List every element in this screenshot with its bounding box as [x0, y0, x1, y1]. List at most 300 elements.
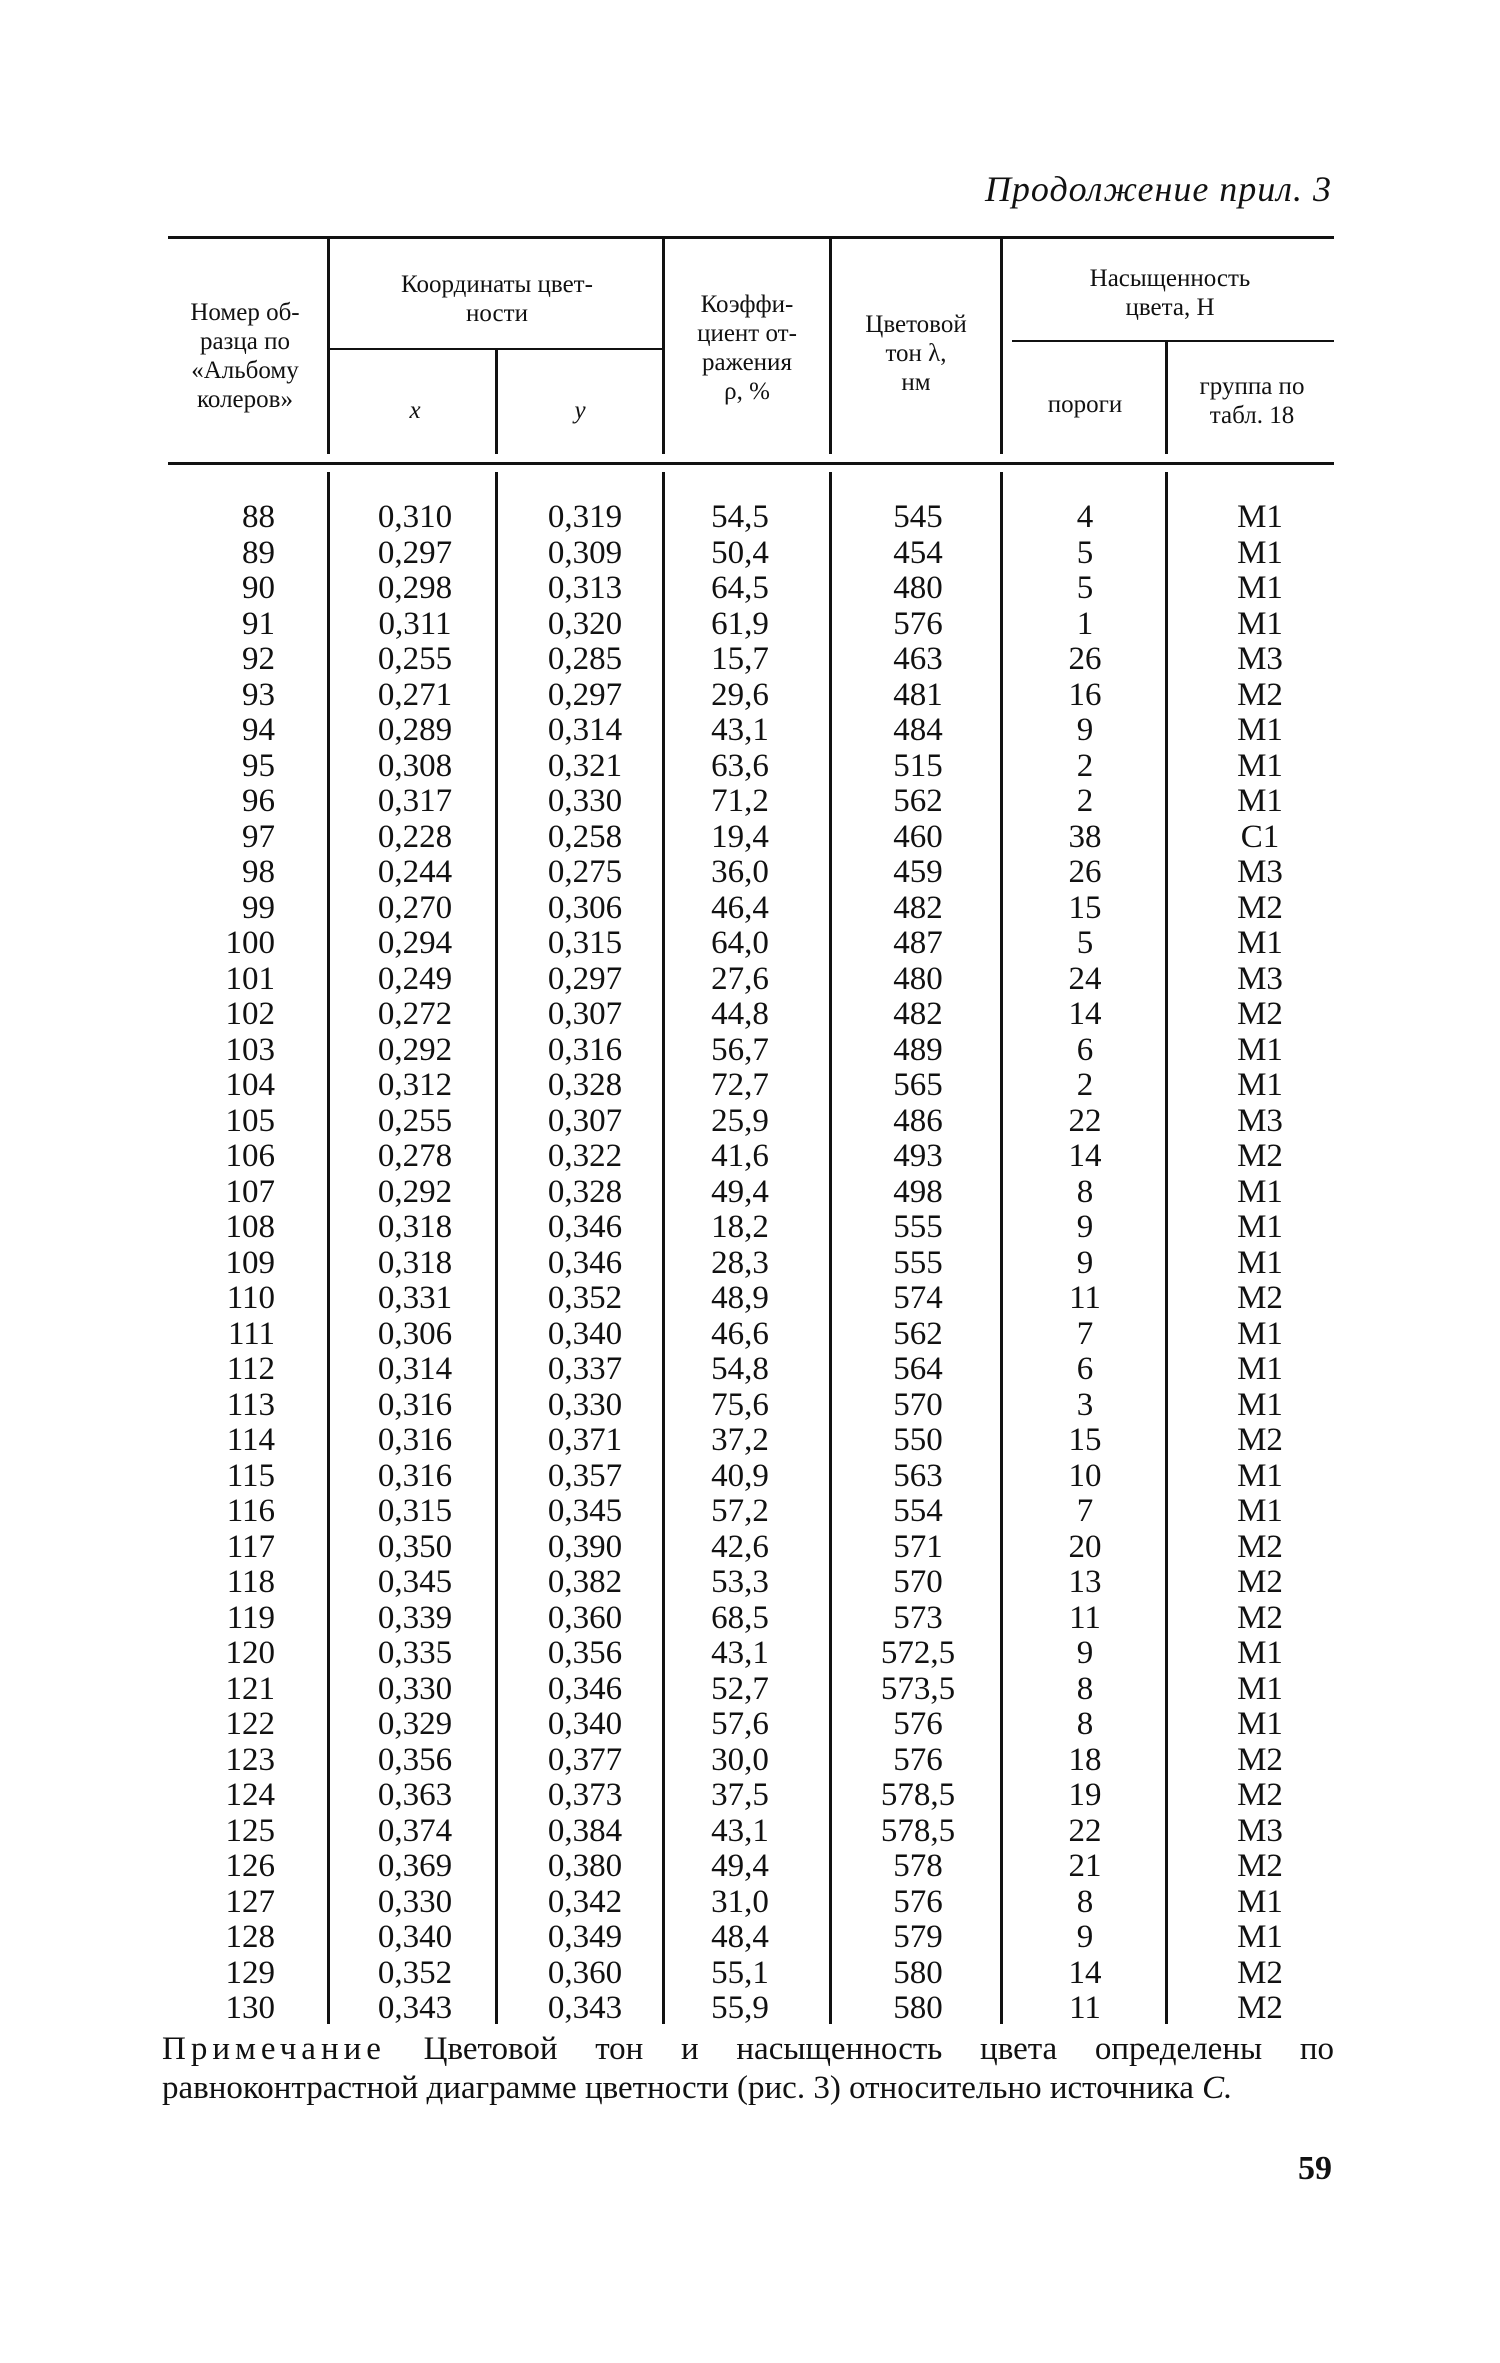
- table-cell-reflectance: 50,4: [711, 534, 769, 571]
- table-cell-thresholds: 10: [1068, 1457, 1102, 1494]
- table-cell-number: 90: [242, 570, 275, 606]
- table-cell-x: 0,340: [377, 1919, 453, 1955]
- table-cell-x: 0,244: [377, 854, 453, 890]
- table-cell-group: M1: [1237, 1386, 1283, 1423]
- table-cell-group: M1: [1237, 534, 1283, 571]
- table-cell-thresholds: 26: [1068, 854, 1102, 890]
- table-cell-hue: 486: [893, 1102, 943, 1139]
- table-cell-y: 0,314: [547, 712, 623, 748]
- table-cell-hue: 573,5: [880, 1670, 956, 1707]
- table-cell-group: M1: [1237, 1173, 1283, 1210]
- table-cell-hue: 484: [893, 712, 943, 748]
- table-cell-group: M1: [1237, 1635, 1283, 1671]
- column-divider: [495, 472, 498, 2024]
- table-cell-thresholds: 20: [1068, 1528, 1102, 1565]
- table-cell-hue: 489: [893, 1031, 943, 1068]
- table-cell-hue: 454: [893, 534, 943, 571]
- table-cell-reflectance: 63,6: [711, 747, 769, 784]
- table-cell-x: 0,330: [377, 1883, 453, 1920]
- table-cell-y: 0,380: [547, 1848, 623, 1884]
- table-cell-hue: 487: [893, 925, 943, 961]
- column-y: [525, 500, 645, 2027]
- table-cell-number: 113: [226, 1386, 275, 1423]
- table-cell-hue: 564: [893, 1351, 943, 1387]
- table-cell-group: M3: [1237, 641, 1283, 677]
- table-cell-thresholds: 38: [1068, 818, 1102, 855]
- table-cell-y: 0,346: [547, 1670, 623, 1707]
- table-cell-y: 0,382: [547, 1564, 623, 1600]
- table-cell-group: M1: [1237, 1706, 1283, 1742]
- table-cell-x: 0,318: [377, 1244, 453, 1281]
- table-cell-hue: 562: [893, 1315, 943, 1352]
- table-cell-x: 0,335: [377, 1635, 453, 1671]
- table-cell-y: 0,357: [547, 1457, 623, 1494]
- table-cell-group: M3: [1237, 1102, 1283, 1139]
- table-cell-x: 0,297: [377, 534, 453, 571]
- table-cell-group: M2: [1237, 1564, 1283, 1600]
- table-cell-thresholds: 7: [1076, 1315, 1094, 1352]
- table-cell-x: 0,271: [377, 676, 453, 713]
- table-cell-hue: 580: [893, 1954, 943, 1991]
- table-cell-y: 0,322: [547, 1138, 623, 1174]
- table-cell-reflectance: 27,6: [711, 960, 769, 997]
- table-cell-reflectance: 44,8: [711, 996, 769, 1032]
- table-cell-thresholds: 11: [1069, 1280, 1101, 1316]
- column-divider: [327, 472, 330, 2024]
- table-cell-reflectance: 30,0: [711, 1741, 769, 1778]
- column-x: [355, 500, 475, 2027]
- table-cell-number: 89: [242, 534, 275, 571]
- table-cell-reflectance: 43,1: [711, 1812, 769, 1849]
- table-cell-y: 0,297: [547, 960, 623, 997]
- table-cell-x: 0,316: [377, 1457, 453, 1494]
- table-cell-group: M1: [1237, 1351, 1283, 1387]
- table-cell-y: 0,384: [547, 1812, 623, 1849]
- table-cell-x: 0,345: [377, 1564, 453, 1600]
- table-cell-thresholds: 22: [1068, 1812, 1102, 1849]
- table-cell-y: 0,360: [547, 1954, 623, 1991]
- table-cell-group: M3: [1237, 960, 1283, 997]
- table-cell-hue: 576: [893, 1706, 943, 1742]
- table-cell-hue: 554: [893, 1493, 943, 1529]
- column-reflectance: [680, 500, 800, 2027]
- table-cell-number: 124: [225, 1777, 275, 1813]
- table-cell-group: M1: [1237, 1883, 1283, 1920]
- table-cell-x: 0,331: [377, 1280, 453, 1316]
- table-cell-reflectance: 55,1: [711, 1954, 769, 1991]
- table-cell-hue: 515: [893, 747, 943, 784]
- table-cell-reflectance: 61,9: [711, 605, 769, 642]
- table-cell-x: 0,343: [377, 1990, 453, 2026]
- table-cell-reflectance: 25,9: [711, 1102, 769, 1139]
- table-cell-group: M2: [1237, 1954, 1283, 1991]
- table-cell-number: 96: [242, 783, 275, 819]
- table-cell-number: 114: [226, 1422, 275, 1458]
- table-cell-thresholds: 2: [1076, 783, 1094, 819]
- table-cell-number: 121: [225, 1670, 275, 1707]
- table-cell-y: 0,340: [547, 1315, 623, 1352]
- table-cell-reflectance: 28,3: [711, 1244, 769, 1281]
- table-cell-group: M1: [1237, 499, 1283, 535]
- table-cell-reflectance: 71,2: [711, 783, 769, 819]
- table-cell-x: 0,369: [377, 1848, 453, 1884]
- table-cell-number: 122: [225, 1706, 275, 1742]
- table-cell-group: M1: [1237, 1919, 1283, 1955]
- note-lead: Примечание: [162, 2031, 386, 2067]
- table-cell-group: M1: [1237, 1493, 1283, 1529]
- table-cell-number: 95: [242, 747, 275, 784]
- table-cell-y: 0,306: [547, 889, 623, 926]
- table-cell-reflectance: 19,4: [711, 818, 769, 855]
- table-cell-thresholds: 8: [1076, 1670, 1094, 1707]
- table-cell-number: 117: [226, 1528, 275, 1565]
- saturation-symbol-line: цвета, H: [1125, 294, 1215, 321]
- table-cell-group: M2: [1237, 1528, 1283, 1565]
- table-cell-hue: 480: [893, 570, 943, 606]
- table-cell-thresholds: 5: [1076, 570, 1094, 606]
- table-cell-reflectance: 48,9: [711, 1280, 769, 1316]
- continuation-heading: Продолжение прил. 3: [984, 169, 1332, 209]
- table-cell-group: M1: [1237, 783, 1283, 819]
- table-cell-thresholds: 8: [1076, 1706, 1094, 1742]
- table-cell-thresholds: 15: [1068, 1422, 1102, 1458]
- table-cell-number: 129: [225, 1954, 275, 1991]
- table-cell-hue: 493: [893, 1138, 943, 1174]
- table-cell-thresholds: 11: [1069, 1990, 1101, 2026]
- table-cell-hue: 572,5: [880, 1635, 956, 1671]
- table-cell-group: M1: [1237, 1457, 1283, 1494]
- table-cell-group: M2: [1237, 996, 1283, 1032]
- table-cell-hue: 579: [893, 1919, 943, 1955]
- table-cell-group: M2: [1237, 1138, 1283, 1174]
- table-cell-y: 0,356: [547, 1635, 623, 1671]
- table-cell-number: 115: [226, 1457, 275, 1494]
- table-cell-y: 0,321: [547, 747, 623, 784]
- table-cell-hue: 481: [893, 676, 943, 713]
- table-cell-hue: 562: [893, 783, 943, 819]
- table-cell-y: 0,320: [547, 605, 623, 642]
- table-cell-hue: 480: [893, 960, 943, 997]
- table-cell-number: 130: [225, 1990, 275, 2026]
- table-cell-thresholds: 22: [1068, 1102, 1102, 1139]
- table-cell-x: 0,228: [377, 818, 453, 855]
- table-cell-number: 127: [225, 1883, 275, 1920]
- table-cell-hue: 459: [893, 854, 943, 890]
- table-cell-reflectance: 52,7: [711, 1670, 769, 1707]
- table-cell-y: 0,328: [547, 1173, 623, 1210]
- table-cell-reflectance: 15,7: [711, 641, 769, 677]
- table-cell-group: M1: [1237, 1244, 1283, 1281]
- column-sample-number: [155, 500, 275, 2027]
- table-cell-reflectance: 40,9: [711, 1457, 769, 1494]
- table-cell-number: 93: [242, 676, 275, 713]
- table-cell-reflectance: 43,1: [711, 1635, 769, 1671]
- table-cell-group: M2: [1237, 1280, 1283, 1316]
- table-cell-hue: 545: [893, 499, 943, 535]
- table-cell-group: M1: [1237, 712, 1283, 748]
- table-cell-x: 0,339: [377, 1599, 453, 1636]
- table-cell-y: 0,349: [547, 1919, 623, 1955]
- table-cell-thresholds: 26: [1068, 641, 1102, 677]
- table-cell-group: M1: [1237, 1067, 1283, 1103]
- table-cell-group: M1: [1237, 570, 1283, 606]
- table-cell-hue: 571: [893, 1528, 943, 1565]
- table-cell-y: 0,342: [547, 1883, 623, 1920]
- table-cell-y: 0,315: [547, 925, 623, 961]
- table-cell-thresholds: 18: [1068, 1741, 1102, 1778]
- table-cell-reflectance: 57,6: [711, 1706, 769, 1742]
- table-cell-number: 102: [225, 996, 275, 1032]
- table-cell-x: 0,249: [377, 960, 453, 997]
- table-cell-thresholds: 9: [1076, 1209, 1094, 1245]
- table-cell-thresholds: 2: [1076, 747, 1094, 784]
- table-cell-thresholds: 9: [1076, 1635, 1094, 1671]
- table-cell-x: 0,330: [377, 1670, 453, 1707]
- table-cell-x: 0,292: [377, 1173, 453, 1210]
- table-cell-reflectance: 54,5: [711, 499, 769, 535]
- table-cell-hue: 563: [893, 1457, 943, 1494]
- header-group: группа по табл. 18: [1199, 373, 1305, 429]
- table-cell-hue: 555: [893, 1209, 943, 1245]
- table-note: [162, 2030, 1334, 2108]
- table-cell-x: 0,350: [377, 1528, 453, 1565]
- note-source: C.: [1202, 2070, 1233, 2106]
- header-divider: [495, 350, 498, 454]
- saturation-subheader-rule: [1012, 340, 1334, 342]
- table-cell-y: 0,371: [547, 1422, 623, 1458]
- note-text: Цветовой тон и насыщенность цвета определены по равноконтрастной диаграмме цветности (рис. 3) относительно источника: [162, 2031, 1335, 2106]
- table-cell-reflectance: 46,4: [711, 889, 769, 926]
- table-cell-y: 0,373: [547, 1777, 623, 1813]
- table-cell-number: 97: [242, 818, 275, 855]
- table-cell-number: 88: [242, 499, 275, 535]
- column-divider: [662, 472, 665, 2024]
- header-y: y: [574, 397, 586, 424]
- table-cell-reflectance: 46,6: [711, 1315, 769, 1352]
- table-cell-y: 0,309: [547, 534, 623, 571]
- header-divider: [1000, 238, 1003, 454]
- table-cell-y: 0,360: [547, 1599, 623, 1636]
- table-cell-x: 0,314: [377, 1351, 453, 1387]
- table-cell-y: 0,328: [547, 1067, 623, 1103]
- table-cell-reflectance: 75,6: [711, 1386, 769, 1423]
- table-cell-x: 0,310: [377, 499, 453, 535]
- table-cell-y: 0,337: [547, 1351, 623, 1387]
- table-cell-group: M2: [1237, 1990, 1283, 2026]
- table-cell-number: 128: [225, 1919, 275, 1955]
- table-cell-number: 91: [242, 605, 275, 642]
- table-cell-hue: 498: [893, 1173, 943, 1210]
- column-divider: [1165, 472, 1168, 2024]
- table-cell-x: 0,308: [377, 747, 453, 784]
- table-cell-thresholds: 9: [1076, 1244, 1094, 1281]
- table-cell-thresholds: 16: [1068, 676, 1102, 713]
- table-cell-group: C1: [1240, 818, 1280, 855]
- table-cell-reflectance: 49,4: [711, 1173, 769, 1210]
- table-cell-number: 107: [225, 1173, 275, 1210]
- table-cell-thresholds: 13: [1068, 1564, 1102, 1600]
- table-cell-number: 125: [225, 1812, 275, 1849]
- table-cell-y: 0,319: [547, 499, 623, 535]
- table-cell-x: 0,294: [377, 925, 453, 961]
- header-bottom-rule: [168, 462, 1334, 465]
- table-cell-reflectance: 42,6: [711, 1528, 769, 1565]
- table-cell-number: 103: [225, 1031, 275, 1068]
- table-cell-thresholds: 24: [1068, 960, 1102, 997]
- table-cell-reflectance: 64,0: [711, 925, 769, 961]
- table-cell-x: 0,306: [377, 1315, 453, 1352]
- table-cell-y: 0,285: [547, 641, 623, 677]
- table-cell-number: 120: [225, 1635, 275, 1671]
- table-cell-number: 106: [225, 1138, 275, 1174]
- table-cell-y: 0,297: [547, 676, 623, 713]
- table-cell-number: 105: [225, 1102, 275, 1139]
- table-cell-reflectance: 29,6: [711, 676, 769, 713]
- table-cell-group: M1: [1237, 605, 1283, 642]
- table-cell-reflectance: 55,9: [711, 1990, 769, 2026]
- table-cell-number: 109: [225, 1244, 275, 1281]
- table-cell-y: 0,390: [547, 1528, 623, 1565]
- header-thresholds: пороги: [1047, 391, 1123, 418]
- table-cell-hue: 570: [893, 1564, 943, 1600]
- table-cell-reflectance: 56,7: [711, 1031, 769, 1068]
- table-cell-x: 0,316: [377, 1422, 453, 1458]
- table-cell-group: M1: [1237, 747, 1283, 784]
- table-cell-y: 0,377: [547, 1741, 623, 1778]
- table-cell-number: 98: [242, 854, 275, 890]
- table-cell-reflectance: 64,5: [711, 570, 769, 606]
- table-cell-y: 0,275: [547, 854, 623, 890]
- table-cell-hue: 573: [893, 1599, 943, 1636]
- table-cell-x: 0,356: [377, 1741, 453, 1778]
- table-cell-group: M2: [1237, 676, 1283, 713]
- table-cell-x: 0,316: [377, 1386, 453, 1423]
- table-cell-thresholds: 1: [1076, 605, 1094, 642]
- table-cell-reflectance: 31,0: [711, 1883, 769, 1920]
- table-cell-x: 0,311: [378, 605, 452, 642]
- table-cell-thresholds: 5: [1076, 534, 1094, 571]
- table-cell-reflectance: 49,4: [711, 1848, 769, 1884]
- table-cell-group: M1: [1237, 925, 1283, 961]
- table-cell-thresholds: 8: [1076, 1883, 1094, 1920]
- table-cell-y: 0,330: [547, 783, 623, 819]
- table-cell-number: 116: [226, 1493, 275, 1529]
- table-cell-thresholds: 15: [1068, 889, 1102, 926]
- table-cell-x: 0,315: [377, 1493, 453, 1529]
- table-cell-thresholds: 4: [1076, 499, 1094, 535]
- table-cell-hue: 570: [893, 1386, 943, 1423]
- table-cell-thresholds: 19: [1068, 1777, 1102, 1813]
- table-cell-y: 0,346: [547, 1209, 623, 1245]
- table-cell-number: 104: [225, 1067, 275, 1103]
- table-cell-group: M2: [1237, 1599, 1283, 1636]
- column-divider: [1000, 472, 1003, 2024]
- table-cell-reflectance: 57,2: [711, 1493, 769, 1529]
- table-cell-hue: 460: [893, 818, 943, 855]
- table-cell-number: 111: [227, 1315, 275, 1352]
- table-cell-number: 108: [225, 1209, 275, 1245]
- table-cell-x: 0,292: [377, 1031, 453, 1068]
- table-cell-y: 0,340: [547, 1706, 623, 1742]
- header-sample-number: Номер об- разца по «Альбому колеров»: [190, 299, 300, 413]
- table-cell-reflectance: 37,2: [711, 1422, 769, 1458]
- table-cell-x: 0,278: [377, 1138, 453, 1174]
- table-cell-x: 0,272: [377, 996, 453, 1032]
- table-cell-y: 0,330: [547, 1386, 623, 1423]
- table-cell-x: 0,329: [377, 1706, 453, 1742]
- table-cell-thresholds: 6: [1076, 1351, 1094, 1387]
- table-cell-group: M1: [1237, 1315, 1283, 1352]
- table-cell-reflectance: 72,7: [711, 1067, 769, 1103]
- table-cell-hue: 463: [893, 641, 943, 677]
- table-cell-number: 126: [225, 1848, 275, 1884]
- table-cell-x: 0,255: [377, 641, 453, 677]
- table-cell-hue: 576: [893, 1883, 943, 1920]
- table-cell-x: 0,363: [377, 1777, 453, 1813]
- table-cell-x: 0,298: [377, 570, 453, 606]
- column-thresholds: [1025, 500, 1145, 2027]
- table-cell-x: 0,255: [377, 1102, 453, 1139]
- table-cell-reflectance: 37,5: [711, 1777, 769, 1813]
- table-cell-number: 119: [226, 1599, 275, 1636]
- column-hue: [858, 500, 978, 2027]
- header-divider: [327, 238, 330, 454]
- table-cell-number: 101: [225, 960, 275, 997]
- header-reflectance: Коэффи- циент от- ражения ρ, %: [697, 291, 797, 405]
- table-cell-thresholds: 14: [1068, 996, 1102, 1032]
- table-cell-x: 0,318: [377, 1209, 453, 1245]
- table-cell-thresholds: 8: [1076, 1173, 1094, 1210]
- table-cell-hue: 578,5: [880, 1812, 956, 1849]
- table-cell-hue: 482: [893, 889, 943, 926]
- table-cell-y: 0,316: [547, 1031, 623, 1068]
- table-cell-group: M1: [1237, 1209, 1283, 1245]
- table-cell-thresholds: 21: [1068, 1848, 1102, 1884]
- table-cell-number: 92: [242, 641, 275, 677]
- column-divider: [829, 472, 832, 2024]
- table-cell-reflectance: 18,2: [711, 1209, 769, 1245]
- table-cell-hue: 578: [893, 1848, 943, 1884]
- table-cell-number: 112: [226, 1351, 275, 1387]
- page-number: 59: [1298, 2150, 1332, 2187]
- table-cell-thresholds: 14: [1068, 1138, 1102, 1174]
- table-top-rule: [168, 236, 1334, 239]
- table-cell-number: 94: [242, 712, 275, 748]
- table-cell-y: 0,352: [547, 1280, 623, 1316]
- table-cell-thresholds: 2: [1076, 1067, 1094, 1103]
- table-cell-group: M2: [1237, 1777, 1283, 1813]
- table-cell-hue: 482: [893, 996, 943, 1032]
- table-cell-group: M2: [1237, 1848, 1283, 1884]
- table-cell-thresholds: 3: [1076, 1386, 1094, 1423]
- table-cell-hue: 576: [893, 605, 943, 642]
- table-cell-hue: 576: [893, 1741, 943, 1778]
- table-cell-number: 99: [242, 889, 275, 926]
- table-cell-y: 0,307: [547, 996, 623, 1032]
- table-cell-thresholds: 5: [1076, 925, 1094, 961]
- header-hue: Цветовой тон λ, нм: [865, 311, 967, 396]
- table-cell-number: 100: [225, 925, 275, 961]
- table-cell-group: M3: [1237, 1812, 1283, 1849]
- table-cell-y: 0,346: [547, 1244, 623, 1281]
- table-cell-hue: 574: [893, 1280, 943, 1316]
- header-saturation: Насыщенность цвета, H: [1005, 264, 1335, 322]
- table-cell-group: M2: [1237, 1741, 1283, 1778]
- table-cell-y: 0,313: [547, 570, 623, 606]
- table-cell-x: 0,317: [377, 783, 453, 819]
- table-cell-y: 0,345: [547, 1493, 623, 1529]
- table-cell-thresholds: 9: [1076, 712, 1094, 748]
